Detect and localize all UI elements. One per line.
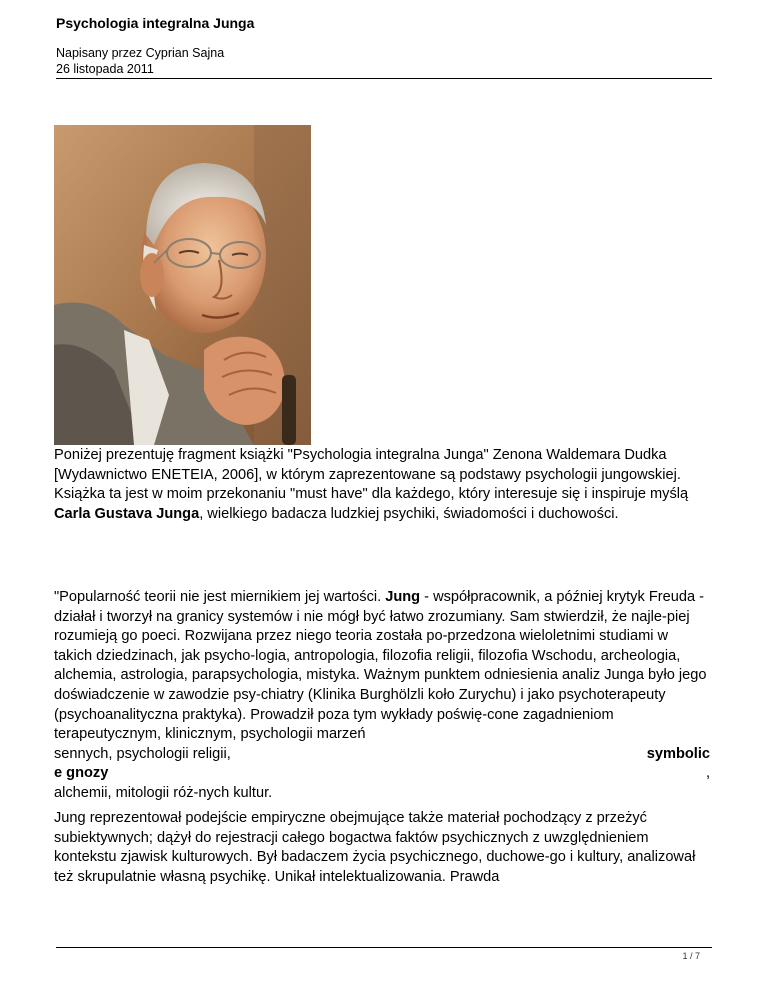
intro-text: Poniżej prezentuję fragment książki "Psychologia integralna Junga" Zenona Waldemara Dudka [Wydawnictwo ENETEIA, 2006], w którym zaprezentowane są podstawy psychologii jungowskiej. Książka ta jest w moim przekonaniu "must have" dla każdego, który interesuje się i inspiruje myślą <box>54 447 689 503</box>
body-paragraph: Jung reprezentował podejście empiryczne obejmujące także materiał pochodzący z przeżyć subiektywnych; dążył do rejestracji całego bogactwa faktów psychicznych z uwzględnieniem kontekstu zjawisk kulturowych. Był badaczem życia psychicznego, duchowe-go i kultury, analizował też skrupulatnie własną psychikę. Unikał intelektualizowania. Prawda <box>54 810 696 885</box>
quote-line-bold-gnozy: e gnozy <box>54 765 109 782</box>
document-meta <box>56 45 712 77</box>
quote-line-comma: , <box>705 765 710 782</box>
quote-justified-line-2 <box>54 764 710 784</box>
header-divider <box>56 78 712 79</box>
quote-line-bold-symbolic: symbolic <box>646 745 710 762</box>
document-title: Psychologia integralna Junga <box>56 15 255 31</box>
quote-line-left: sennych, psychologii religii, <box>54 745 231 762</box>
quote-body <box>54 588 710 745</box>
quote-bold-jung: Jung <box>385 589 421 605</box>
intro-bold-name: Carla Gustava Junga <box>54 505 200 522</box>
quote-justified-line-1 <box>54 745 710 765</box>
quote-paragraph <box>54 588 710 804</box>
author-line: Napisany przez Cyprian Sajna <box>56 46 225 60</box>
footer-divider <box>56 947 712 948</box>
intro-text-end: , wielkiego badacza ludzkiej psychiki, świadomości i duchowości. <box>199 505 619 522</box>
intro-paragraph <box>54 446 710 524</box>
quote-last-line: alchemii, mitologii róż-nych kultur. <box>54 784 273 801</box>
quote-text: "Popularność teorii nie jest miernikiem jej wartości. <box>54 589 386 605</box>
portrait-photo-carl-jung <box>54 125 311 445</box>
publish-date: 26 listopada 2011 <box>56 62 154 76</box>
quote-text-cont: - współpracownik, a później krytyk Freuda - działał i tworzył na granicy systemów i nie mógł być łatwo zrozumiany. Sam stwierdził, że najle-piej rozumieją go poeci. Rozwijana przez niego teoria została po-przedzona wieloletnimi studiami w takich dziedzinach, jak psycho-logia, antropologia, filozofia religii, filozofia Wschodu, archeologia, alchemia, astrologia, parapsychologia, mistyka. Ważnym punktem odniesienia analiz Junga było jego doświadczenie w zawodzie psy-chiatry (Klinika Burghölzli koło Zurychu) i jako psychoterapeuty (psychoanalityczna praktyka). Prowadził poza tym wykłady poświę-cone zagadnieniom terapeutycznym, klinicznym, psychologii marzeń <box>54 589 707 743</box>
document-header <box>56 14 712 77</box>
page-number: 1 / 7 <box>682 951 700 961</box>
